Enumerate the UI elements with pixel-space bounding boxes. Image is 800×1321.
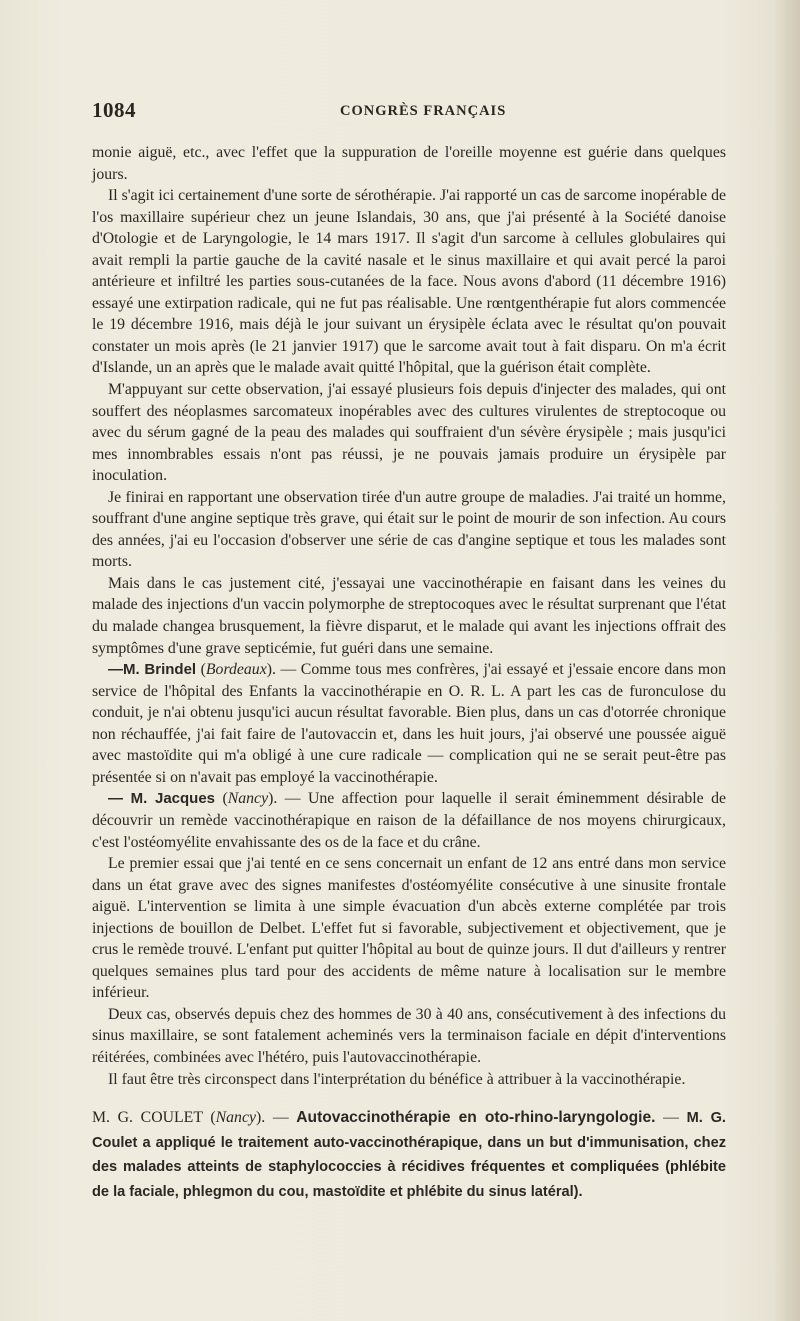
jacques-paragraph-1: Le premier essai que j'ai tenté en ce sens concernait un enfant de 12 ans entré dans mon service dans un état grave avec des signes manifestes d'ostéomyélite consécutive à une sinusite frontale aiguë. L'intervention se limita à une simple évacuation d'un abcès externe complétée par trois injections de bouillon de Delbet. L'effet fut si favorable, subjectivement et objectivement, que je crus le remède trouvé. L'enfant put quitter l'hôpital au bout de quinze jours. Il dut d'ailleurs y rentrer quelques semaines plus tard pour des accidents de même nature à localisation sur le membre inférieur. xyxy=(92,855,726,1002)
jacques-paragraph-2: Deux cas, observés depuis chez des hommes de 30 à 40 ans, consécutivement à des infections du sinus maxillaire, se sont fatalement acheminés vers la terminaison faciale en dépit d'interventions réitérées, combinées avec l'hétéro, puis l'autovaccinothérapie. xyxy=(92,1005,726,1066)
jacques-text: Une affection pour laquelle il serait éminemment désirable de découvrir un remède vaccinothérapique en raison de la défaillance de nos moyens chirurgicaux, c'est l'ostéomyélite envahissante des os de la face et du crâne. xyxy=(92,790,726,851)
speaker-brindel-place: Bordeaux xyxy=(205,661,267,679)
coulet-article-title: Autovaccinothérapie en oto-rhino-laryngologie. xyxy=(296,1109,656,1127)
coulet-author: M. G. COULET xyxy=(92,1109,203,1127)
brindel-text: Comme tous mes confrères, j'ai essayé et j'essaie encore dans mon service de l'hôpital des Enfants la vaccinothérapie en O. R. L. A part les cas de furonculose du conduit, je n'ai obtenu jusqu'ici aucun résultat favorable. Bien plus, dans un cas d'otorrée chronique non réchauffée, j'ai fait faire de l'autovaccin et, dans les huit jours, j'ai observé une poussée aiguë avec mastoïdite qui m'a obligé à une cure radicale — complication qui ne se serait peut-être pas présentée si on n'avait pas employé la vaccinothérapie. xyxy=(92,661,726,786)
coulet-abstract-body: M. G. Coulet a appliqué le traitement auto-vaccinothérapique, dans un but d'immunisation, chez des malades atteints de staphylococcies à récidives fréquentes et compliquées (phlébite de la faciale, phlegmon du cou, mastoïdite et phlébite du sinus latéral). xyxy=(92,1110,726,1200)
coulet-abstract: M. G. COULET (Nancy). — Autovaccinothérapie en oto-rhino-laryngologie. — M. G. Coulet a appliqué le traitement auto-vaccinothérapique, dans un but d'immunisation, chez des malades atteints de staphylococcies à récidives fréquentes et compliquées (phlébite de la faciale, phlegmon du cou, mastoïdite et phlébite du sinus latéral). xyxy=(92,1109,726,1200)
coulet-place: Nancy xyxy=(215,1109,256,1127)
paragraph-5: Mais dans le cas justement cité, j'essayai une vaccinothérapie en faisant dans les veines du malade des injections d'un vaccin polymorphe de streptocoques avec le résultat surprenant que l'état du malade changea brusquement, la fièvre disparut, et le malade qui avant les injections offrait des symptômes d'une grave septicémie, fut guéri dans une semaine. xyxy=(92,574,726,657)
page-header xyxy=(92,98,728,128)
paragraph-1: monie aiguë, etc., avec l'effet que la suppuration de l'oreille moyenne est guérie dans quelques jours. xyxy=(92,144,726,183)
speaker-jacques: — M. Jacques xyxy=(108,790,216,808)
speaker-jacques-place: Nancy xyxy=(227,790,269,808)
page-number: 1084 xyxy=(92,98,136,122)
paragraph-2: Il s'agit ici certainement d'une sorte de sérothérapie. J'ai rapporté un cas de sarcome inopérable de l'os maxillaire supérieur chez un jeune Islandais, 30 ans, que j'ai présenté à la Société danoise d'Otologie et de Laryngologie, le 14 mars 1917. Il s'agit d'un sarcome à cellules globulaires qui avait rempli la partie gauche de la cavité nasale et le sinus maxillaire et qui avait percé la paroi antérieure et infiltré les parties sous-cutanées de la face. Nous avons d'abord (11 décembre 1916) essayé une extirpation radicale, qui ne fut pas réalisable. Une rœntgenthérapie fut alors commencée le 19 décembre 1916, mais déjà le jour suivant un érysipèle éclata avec le résultat qu'on pouvait constater un mois après (le 21 janvier 1917) que le sarcome avait tout à fait disparu. On m'a écrit d'Islande, un an après que le malade avait quitté l'hôpital, que la guérison était complète. xyxy=(92,187,726,377)
brindel-intervention: —M. Brindel (Bordeaux). — Comme tous mes confrères, j'ai essayé et j'essaie encore dans mon service de l'hôpital des Enfants la vaccinothérapie en O. R. L. A part les cas de furonculose du conduit, je n'ai obtenu jusqu'ici aucun résultat favorable. Bien plus, dans un cas d'otorrée chronique non réchauffée, j'ai fait faire de l'autovaccin et, dans les huit jours, j'ai observé une poussée aiguë avec mastoïdite qui m'a obligé à une cure radicale — complication qui ne se serait peut-être pas présentée si on n'avait pas employé la vaccinothérapie. xyxy=(92,661,726,786)
paragraph-3: M'appuyant sur cette observation, j'ai essayé plusieurs fois depuis d'injecter des malades, qui ont souffert des néoplasmes sarcomateux inopérables avec des cultures virulentes de streptocoque ou avec du sérum gagné de la peau des malades qui souffraient d'un sévère érysipèle ; mais jusqu'ici mes innombrables essais n'ont pas réussi, je ne pouvais jamais produire un érysipèle par inoculation. xyxy=(92,381,726,485)
paragraph-4: Je finirai en rapportant une observation tirée d'un autre groupe de maladies. J'ai traité un homme, souffrant d'une angine septique très grave, qui était sur le point de mourir de son infection. Au cours des années, j'ai eu l'occasion d'observer une série de cas d'angine septique et tous les malades sont morts. xyxy=(92,488,726,571)
page-edge-shadow xyxy=(774,0,800,1321)
speaker-brindel: —M. Brindel xyxy=(108,661,197,679)
jacques-intervention: — M. Jacques (Nancy). — Une affection pour laquelle il serait éminemment désirable de découvrir un remède vaccinothérapique en raison de la défaillance de nos moyens chirurgicaux, c'est l'ostéomyélite envahissante des os de la face et du crâne. xyxy=(92,790,726,851)
jacques-paragraph-3: Il faut être très circonspect dans l'interprétation du bénéfice à attribuer à la vaccinothérapie. xyxy=(108,1070,686,1088)
body-text xyxy=(92,142,726,1204)
running-head: CONGRÈS FRANÇAIS xyxy=(340,103,507,119)
